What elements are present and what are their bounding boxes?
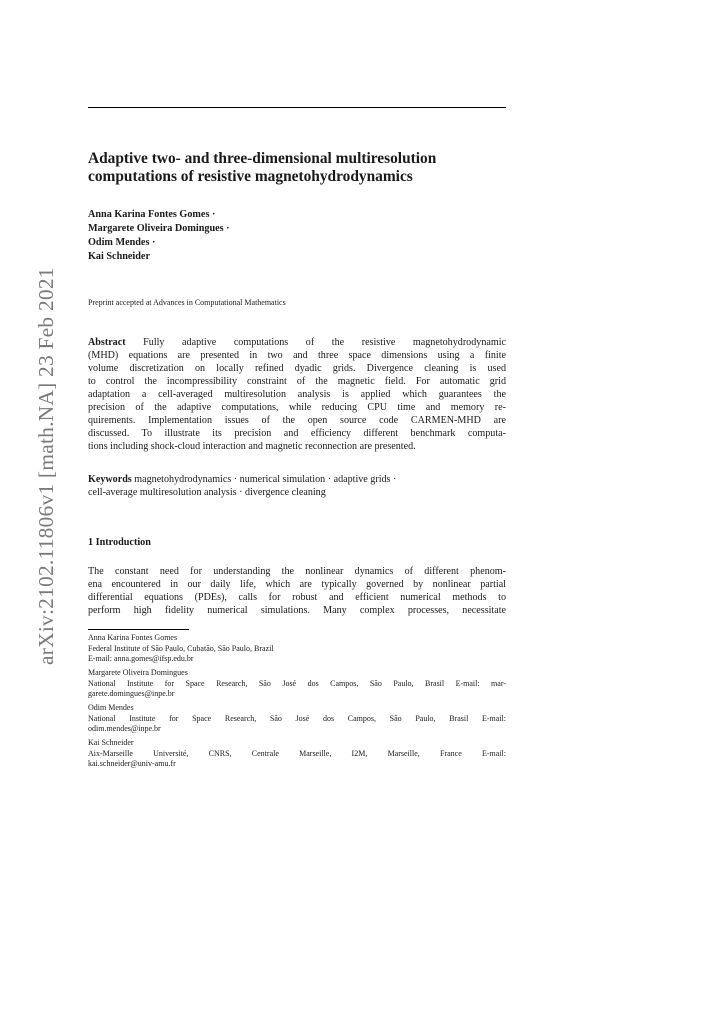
footnote-affiliation: [88, 633, 506, 665]
author: Anna Karina Fontes Gomes ·: [88, 209, 216, 220]
author: Odim Mendes ·: [88, 237, 156, 248]
footnote-line: kai.schneider@univ-amu.fr: [88, 759, 176, 768]
affiliation-footnotes: [88, 633, 506, 773]
footnote-line: Kai Schneider: [88, 738, 134, 747]
footnote-line: National Institute for Space Research, São José dos Campos, São Paulo, Brasil E-mail: mar-: [88, 678, 506, 688]
abstract-line: discussed. To illustrate its precision and efficiency different benchmark computa-: [88, 428, 506, 439]
footnote-line: E-mail: anna.gomes@ifsp.edu.br: [88, 654, 194, 663]
footnote-line: Federal Institute of São Paulo, Cubatão, São Paulo, Brazil: [88, 643, 274, 653]
keywords-line: magnetohydrodynamics · numerical simulation · adaptive grids ·: [134, 474, 397, 485]
abstract-heading: Abstract: [88, 337, 126, 348]
arxiv-identifier-stamp: arXiv:2102.11806v1 [math.NA] 23 Feb 2021: [34, 267, 58, 665]
abstract-line: Fully adaptive computations of the resistive magnetohydrodynamic: [143, 337, 506, 348]
author-list: [88, 208, 230, 264]
footnote-line: Margarete Oliveira Domingues: [88, 668, 188, 677]
paper-title: [88, 150, 518, 186]
footnote-affiliation: [88, 703, 506, 735]
intro-line: The constant need for understanding the nonlinear dynamics of different phenom-: [88, 566, 506, 577]
footnote-line: Anna Karina Fontes Gomes: [88, 633, 178, 642]
abstract-line: (MHD) equations are presented in two and three space dimensions using a finite: [88, 350, 506, 361]
footnote-line: Aix-Marseille Université, CNRS, Centrale Marseille, I2M, Marseille, France E-mail:: [88, 748, 506, 758]
abstract-line: precision of the adaptive computations, while reducing CPU time and memory re-: [88, 402, 506, 413]
footnote-line: odim.mendes@inpe.br: [88, 724, 161, 733]
abstract: [88, 336, 506, 453]
footnote-affiliation: [88, 668, 506, 700]
abstract-line: to control the incompressibility constraint of the magnetic field. For automatic grid: [88, 376, 506, 387]
introduction-paragraph: [88, 565, 506, 617]
abstract-line: tions including shock-cloud interaction and magnetic reconnection are presented.: [88, 441, 416, 452]
abstract-line: quirements. Implementation issues of the open source code CARMEN-MHD are: [88, 415, 506, 426]
author: Margarete Oliveira Domingues ·: [88, 223, 230, 234]
abstract-line: adaptation a cell-averaged multiresolution analysis is applied which guarantees the: [88, 389, 506, 400]
title-line: Adaptive two- and three-dimensional multiresolution: [88, 150, 437, 167]
footnote-line: garete.domingues@inpe.br: [88, 689, 175, 698]
footnote-line: National Institute for Space Research, São José dos Campos, São Paulo, Brasil E-mail:: [88, 713, 506, 723]
section-heading: 1 Introduction: [88, 537, 151, 548]
header-rule: [88, 107, 506, 108]
intro-line: differential equations (PDEs), calls for robust and efficient numerical methods to: [88, 592, 506, 603]
keywords-heading: Keywords: [88, 474, 132, 485]
keywords: [88, 473, 506, 499]
footnote-rule: [88, 629, 189, 630]
intro-line: ena encountered in our daily life, which are typically governed by nonlinear partial: [88, 579, 506, 590]
footnote-line: Odim Mendes: [88, 703, 134, 712]
title-line: computations of resistive magnetohydrodynamics: [88, 168, 413, 185]
author: Kai Schneider: [88, 251, 150, 262]
abstract-line: volume discretization on locally refined dyadic grids. Divergence cleaning is used: [88, 363, 506, 374]
preprint-note: Preprint accepted at Advances in Computational Mathematics: [88, 298, 286, 307]
intro-line: perform high fidelity numerical simulations. Many complex processes, necessitate: [88, 605, 506, 616]
keywords-line: cell-average multiresolution analysis · divergence cleaning: [88, 487, 326, 498]
footnote-affiliation: [88, 738, 506, 770]
